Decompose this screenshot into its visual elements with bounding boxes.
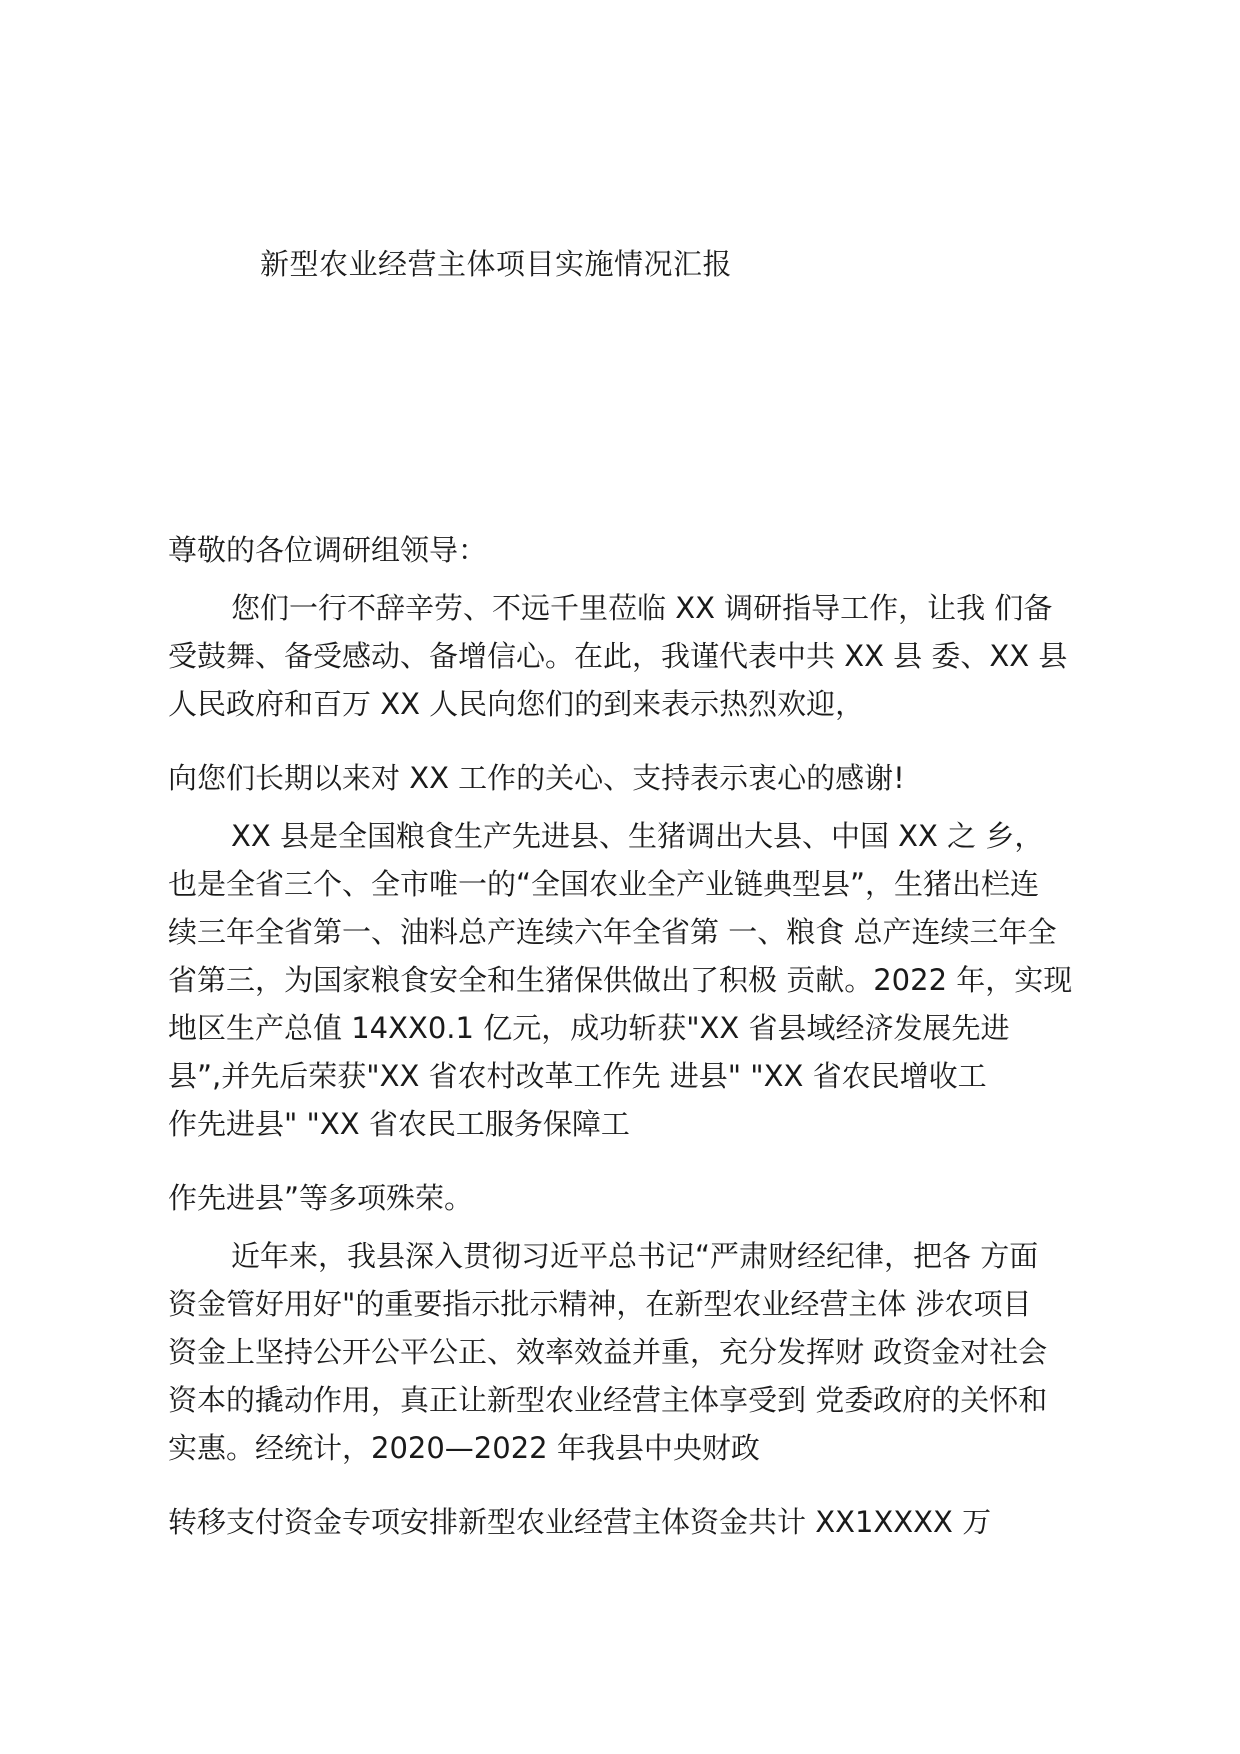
document-title: 新型农业经营主体项目实施情况汇报 (260, 247, 733, 281)
paragraph-line: 转移支付资金专项安排新型农业经营主体资金共计 XX1XXXX 万 (168, 1505, 992, 1539)
paragraph-line: 向您们长期以来对 XX 工作的关心、支持表示衷心的感谢! (168, 761, 905, 795)
paragraph-line: 资本的撬动作用，真正让新型农业经营主体享受到 党委政府的关怀和 (168, 1383, 1048, 1417)
paragraph-line: 作先进县" "XX 省农民工服务保障工 (168, 1107, 630, 1141)
paragraph-line: 续三年全省第一、油料总产连续六年全省第 一、粮食 总产连续三年全 (168, 915, 1057, 949)
paragraph-line: 也是全省三个、全市唯一的“全国农业全产业链典型县”，生猪出栏连 (168, 867, 1040, 901)
paragraph-line: 地区生产总值 14XX0.1 亿元，成功斩获"XX 省县域经济发展先进 (168, 1011, 1010, 1045)
paragraph-line: 人民政府和百万 XX 人民向您们的到来表示热烈欢迎， (168, 687, 865, 721)
paragraph-line: 近年来，我县深入贯彻习近平总书记“严肃财经纪律，把各 方面 (231, 1239, 1039, 1273)
paragraph-line: 省第三，为国家粮食安全和生猪保供做出了积极 贡献。2022 年，实现 (168, 963, 1073, 997)
paragraph-line: 实惠。经统计，2020—2022 年我县中央财政 (168, 1431, 760, 1465)
paragraph-line: 资金上坚持公开公平公正、效率效益并重，充分发挥财 政资金对社会 (168, 1335, 1048, 1369)
salutation: 尊敬的各位调研组领导： (168, 533, 488, 567)
paragraph-line: XX 县是全国粮食生产先进县、生猪调出大县、中国 XX 之 乡， (231, 819, 1044, 853)
paragraph-line: 资金管好用好"的重要指示批示精神，在新型农业经营主体 涉农项目 (168, 1287, 1032, 1321)
paragraph-line: 您们一行不辞辛劳、不远千里莅临 XX 调研指导工作，让我 们备 (231, 591, 1053, 625)
paragraph-line: 作先进县”等多项殊荣。 (168, 1181, 474, 1215)
paragraph-line: 县”,并先后荣获"XX 省农村改革工作先 进县" "XX 省农民增收工 (168, 1059, 987, 1093)
paragraph-line: 受鼓舞、备受感动、备增信心。在此，我谨代表中共 XX 县 委、XX 县 (168, 639, 1068, 673)
